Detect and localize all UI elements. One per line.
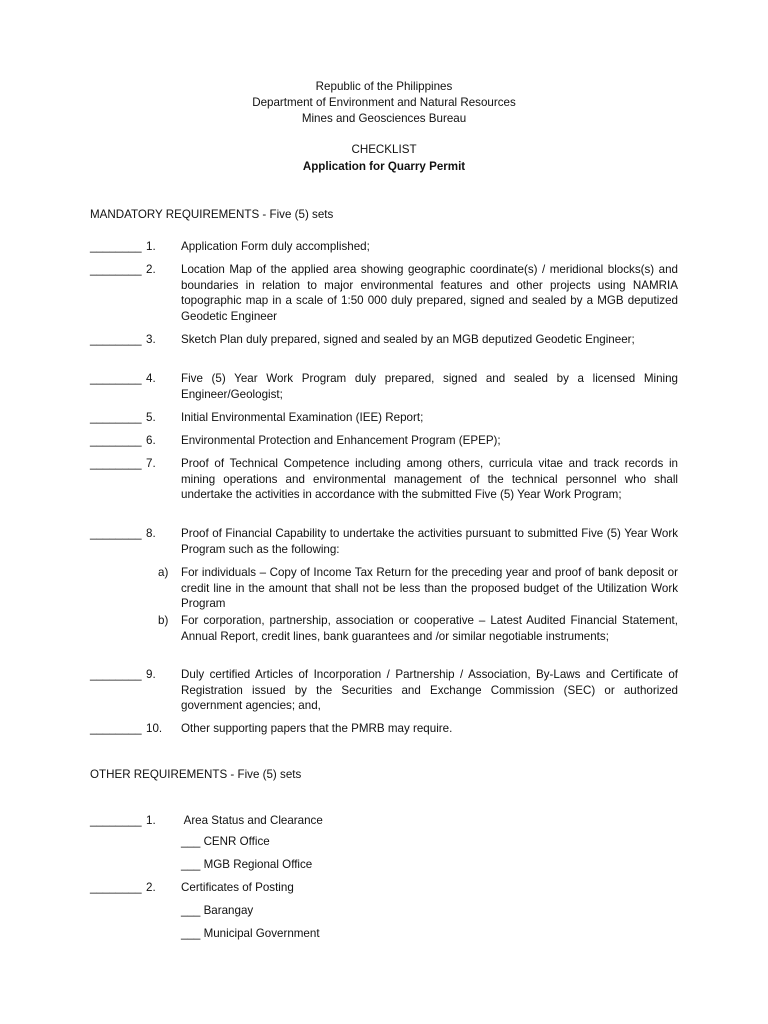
mandatory-heading: MANDATORY REQUIREMENTS - Five (5) sets [90,208,334,221]
item-text: Initial Environmental Examination (IEE) Report; [181,411,424,424]
sub-checkbox-barangay[interactable]: ___ Barangay [181,904,254,917]
item-number: 2. [146,263,156,276]
other-item-2 [90,880,678,896]
mandatory-item-5 [90,410,678,426]
checkbox-blank[interactable]: ________ [90,668,142,681]
subitem-letter: a) [158,566,169,579]
checkbox-blank[interactable]: ________ [90,457,142,470]
item-text: Other supporting papers that the PMRB may require. [181,722,453,735]
item-number: 4. [146,372,156,385]
mandatory-item-3 [90,332,678,348]
item-number: 5. [146,411,156,424]
subitem-text: For corporation, partnership, association or cooperative – Latest Audited Financial Statement, Annual Report, credit lines, bank guarantees and /or similar negotiable instruments; [181,614,678,643]
subitem-b [140,613,678,644]
item-text: Sketch Plan duly prepared, signed and sealed by an MGB deputized Geodetic Engineer; [181,333,635,346]
checkbox-blank[interactable]: ________ [90,434,142,447]
item-text: Proof of Technical Competence including among others, curricula vitae and track records in mining operations and environmental management of the technical personnel who shall undertake the activities in accordance with the submitted Five (5) Year Work Program; [181,457,678,502]
document-title: Application for Quarry Permit [302,160,466,173]
sub-checkbox-cenr-office[interactable]: ___ CENR Office [181,835,270,848]
item-text: Location Map of the applied area showing geographic coordinate(s) / meridional blocks(s) and boundaries in relation to major environmental features and other projects using NAMRIA topographic map in a scale of 1:50 000 duly prepared, signed and sealed by a MGB deputized Geodetic Engineer [181,263,678,323]
item-number: 1. [146,240,156,253]
item-text: Application Form duly accomplished; [181,240,370,253]
checkbox-blank[interactable]: ________ [90,263,142,276]
item-number: 3. [146,333,156,346]
checkbox-blank[interactable]: ________ [90,411,142,424]
checkbox-blank[interactable]: ________ [90,814,142,827]
item-number: 7. [146,457,156,470]
other-heading: OTHER REQUIREMENTS - Five (5) sets [90,768,302,781]
checkbox-blank[interactable]: ________ [90,240,142,253]
mandatory-item-4 [90,371,678,402]
subitem-a [140,565,678,612]
checkbox-blank[interactable]: ________ [90,881,142,894]
checkbox-blank[interactable]: ________ [90,372,142,385]
header-bureau: Mines and Geosciences Bureau [301,112,467,125]
mandatory-item-8 [90,526,678,557]
item-number: 8. [146,527,156,540]
checkbox-blank[interactable]: ________ [90,527,142,540]
item-text: Area Status and Clearance [181,814,323,827]
mandatory-item-7 [90,456,678,503]
checklist-label: CHECKLIST [351,143,417,156]
subitem-letter: b) [158,614,169,627]
item-text: Five (5) Year Work Program duly prepared, signed and sealed by a licensed Mining Engineer/Geologist; [181,372,678,401]
item-number: 9. [146,668,156,681]
header-department: Department of Environment and Natural Resources [252,96,516,109]
checkbox-blank[interactable]: ________ [90,333,142,346]
item-text: Certificates of Posting [181,881,294,894]
sub-checkbox-mgb-regional-office[interactable]: ___ MGB Regional Office [181,858,313,871]
sub-checkbox-municipal-government[interactable]: ___ Municipal Government [181,927,320,940]
mandatory-item-1 [90,239,678,255]
item-text: Duly certified Articles of Incorporation / Partnership / Association, By-Laws and Certificate of Registration issued by the Securities and Exchange Commission (SEC) or authorized government agencies; and, [181,668,678,713]
mandatory-item-10 [90,721,678,737]
mandatory-item-9 [90,667,678,714]
item-number: 10. [146,722,163,735]
item-number: 2. [146,881,156,894]
mandatory-item-2 [90,262,678,324]
other-item-1 [90,813,678,829]
header-republic: Republic of the Philippines [315,80,453,93]
subitem-text: For individuals – Copy of Income Tax Return for the preceding year and proof of bank deposit or credit line in the amount that shall not be less than the proposed budget of the Utilization Work Program [181,566,678,611]
checkbox-blank[interactable]: ________ [90,722,142,735]
mandatory-item-6 [90,433,678,449]
item-number: 6. [146,434,156,447]
item-text: Environmental Protection and Enhancement Program (EPEP); [181,434,501,447]
item-text: Proof of Financial Capability to undertake the activities pursuant to submitted Five (5) Year Work Program such as the following: [181,527,678,556]
item-number: 1. [146,814,156,827]
